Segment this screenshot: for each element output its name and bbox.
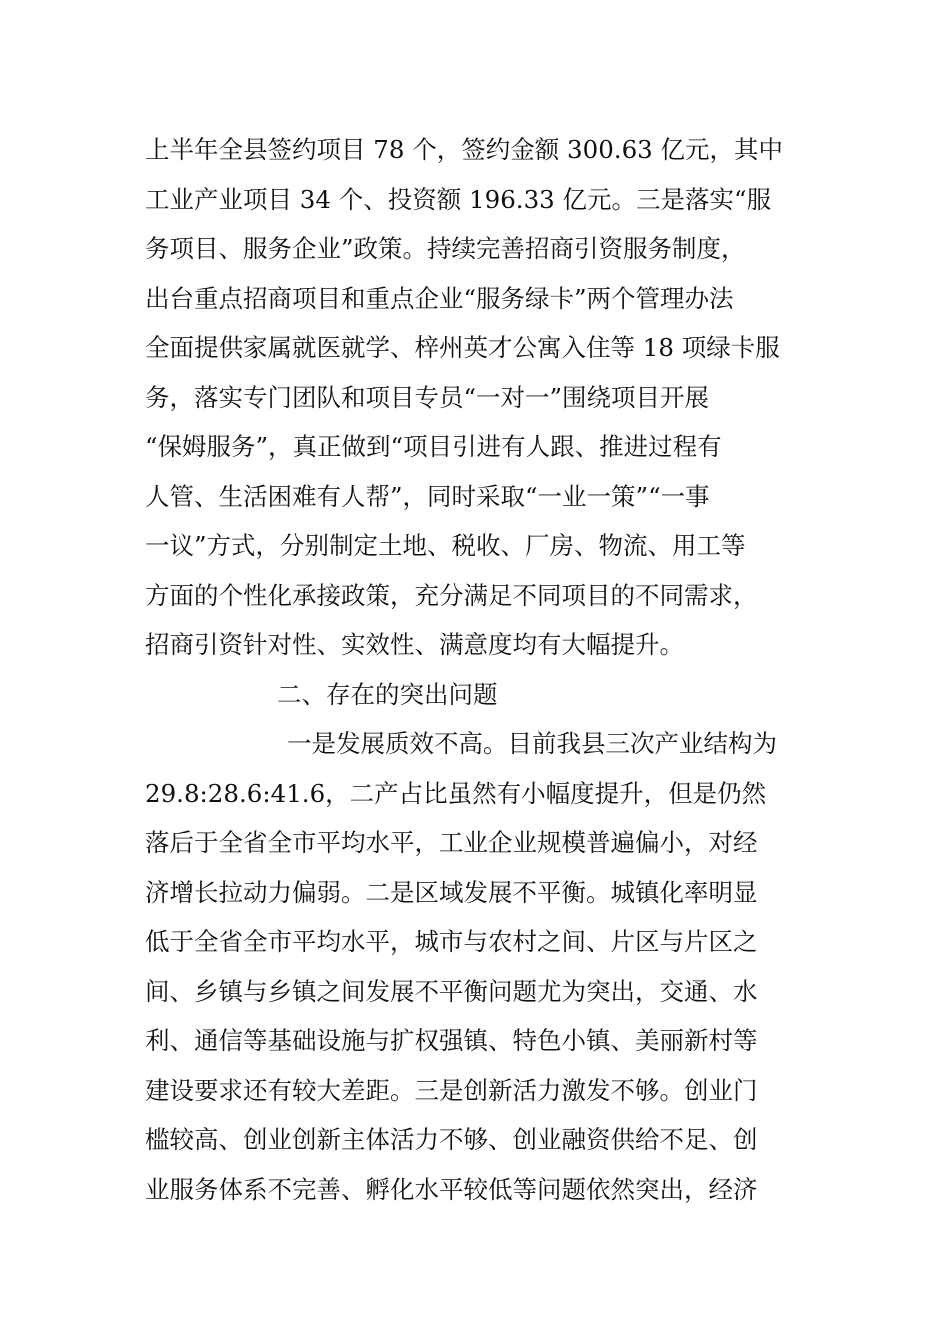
text-line: “保姆服务”，真正做到“项目引进有人跟、推进过程有 xyxy=(145,432,722,461)
text-line: 招商引资针对性、实效性、满意度均有大幅提升。 xyxy=(145,630,684,659)
text-line: 29.8:28.6:41.6，二产占比虽然有小幅度提升，但是仍然 xyxy=(145,779,767,808)
text-line: 上半年全县签约项目 78 个，签约金额 300.63 亿元，其中 xyxy=(145,135,784,164)
text-line: 一是发展质效不高。目前我县三次产业结构为 xyxy=(287,729,777,758)
text-line: 槛较高、创业创新主体活力不够、创业融资供给不足、创 xyxy=(145,1125,758,1154)
text-line: 建设要求还有较大差距。三是创新活力激发不够。创业门 xyxy=(145,1076,758,1105)
text-line: 济增长拉动力偏弱。二是区域发展不平衡。城镇化率明显 xyxy=(145,878,758,907)
section-heading: 二、存在的突出问题 xyxy=(277,680,498,709)
text-line: 低于全省全市平均水平，城市与农村之间、片区与片区之 xyxy=(145,927,758,956)
text-line: 务，落实专门团队和项目专员“一对一”围绕项目开展 xyxy=(145,383,710,412)
text-line: 方面的个性化承接政策，充分满足不同项目的不同需求， xyxy=(145,581,758,610)
text-line: 间、乡镇与乡镇之间发展不平衡问题尤为突出，交通、水 xyxy=(145,977,758,1006)
text-line: 利、通信等基础设施与扩权强镇、特色小镇、美丽新村等 xyxy=(145,1026,758,1055)
text-line: 人管、生活困难有人帮”，同时采取“一业一策”“一事 xyxy=(145,482,710,511)
text-line: 出台重点招商项目和重点企业“服务绿卡”两个管理办法 xyxy=(145,284,734,313)
text-line: 全面提供家属就医就学、梓州英才公寓入住等 18 项绿卡服 xyxy=(145,333,780,362)
text-line: 一议”方式，分别制定土地、税收、厂房、物流、用工等 xyxy=(145,531,746,560)
text-line: 业服务体系不完善、孵化水平较低等问题依然突出，经济 xyxy=(145,1175,758,1204)
text-line: 务项目、服务企业”政策。持续完善招商引资服务制度， xyxy=(145,234,746,263)
text-line: 工业产业项目 34 个、投资额 196.33 亿元。三是落实“服 xyxy=(145,185,772,214)
text-line: 落后于全省全市平均水平，工业企业规模普遍偏小，对经 xyxy=(145,828,758,857)
